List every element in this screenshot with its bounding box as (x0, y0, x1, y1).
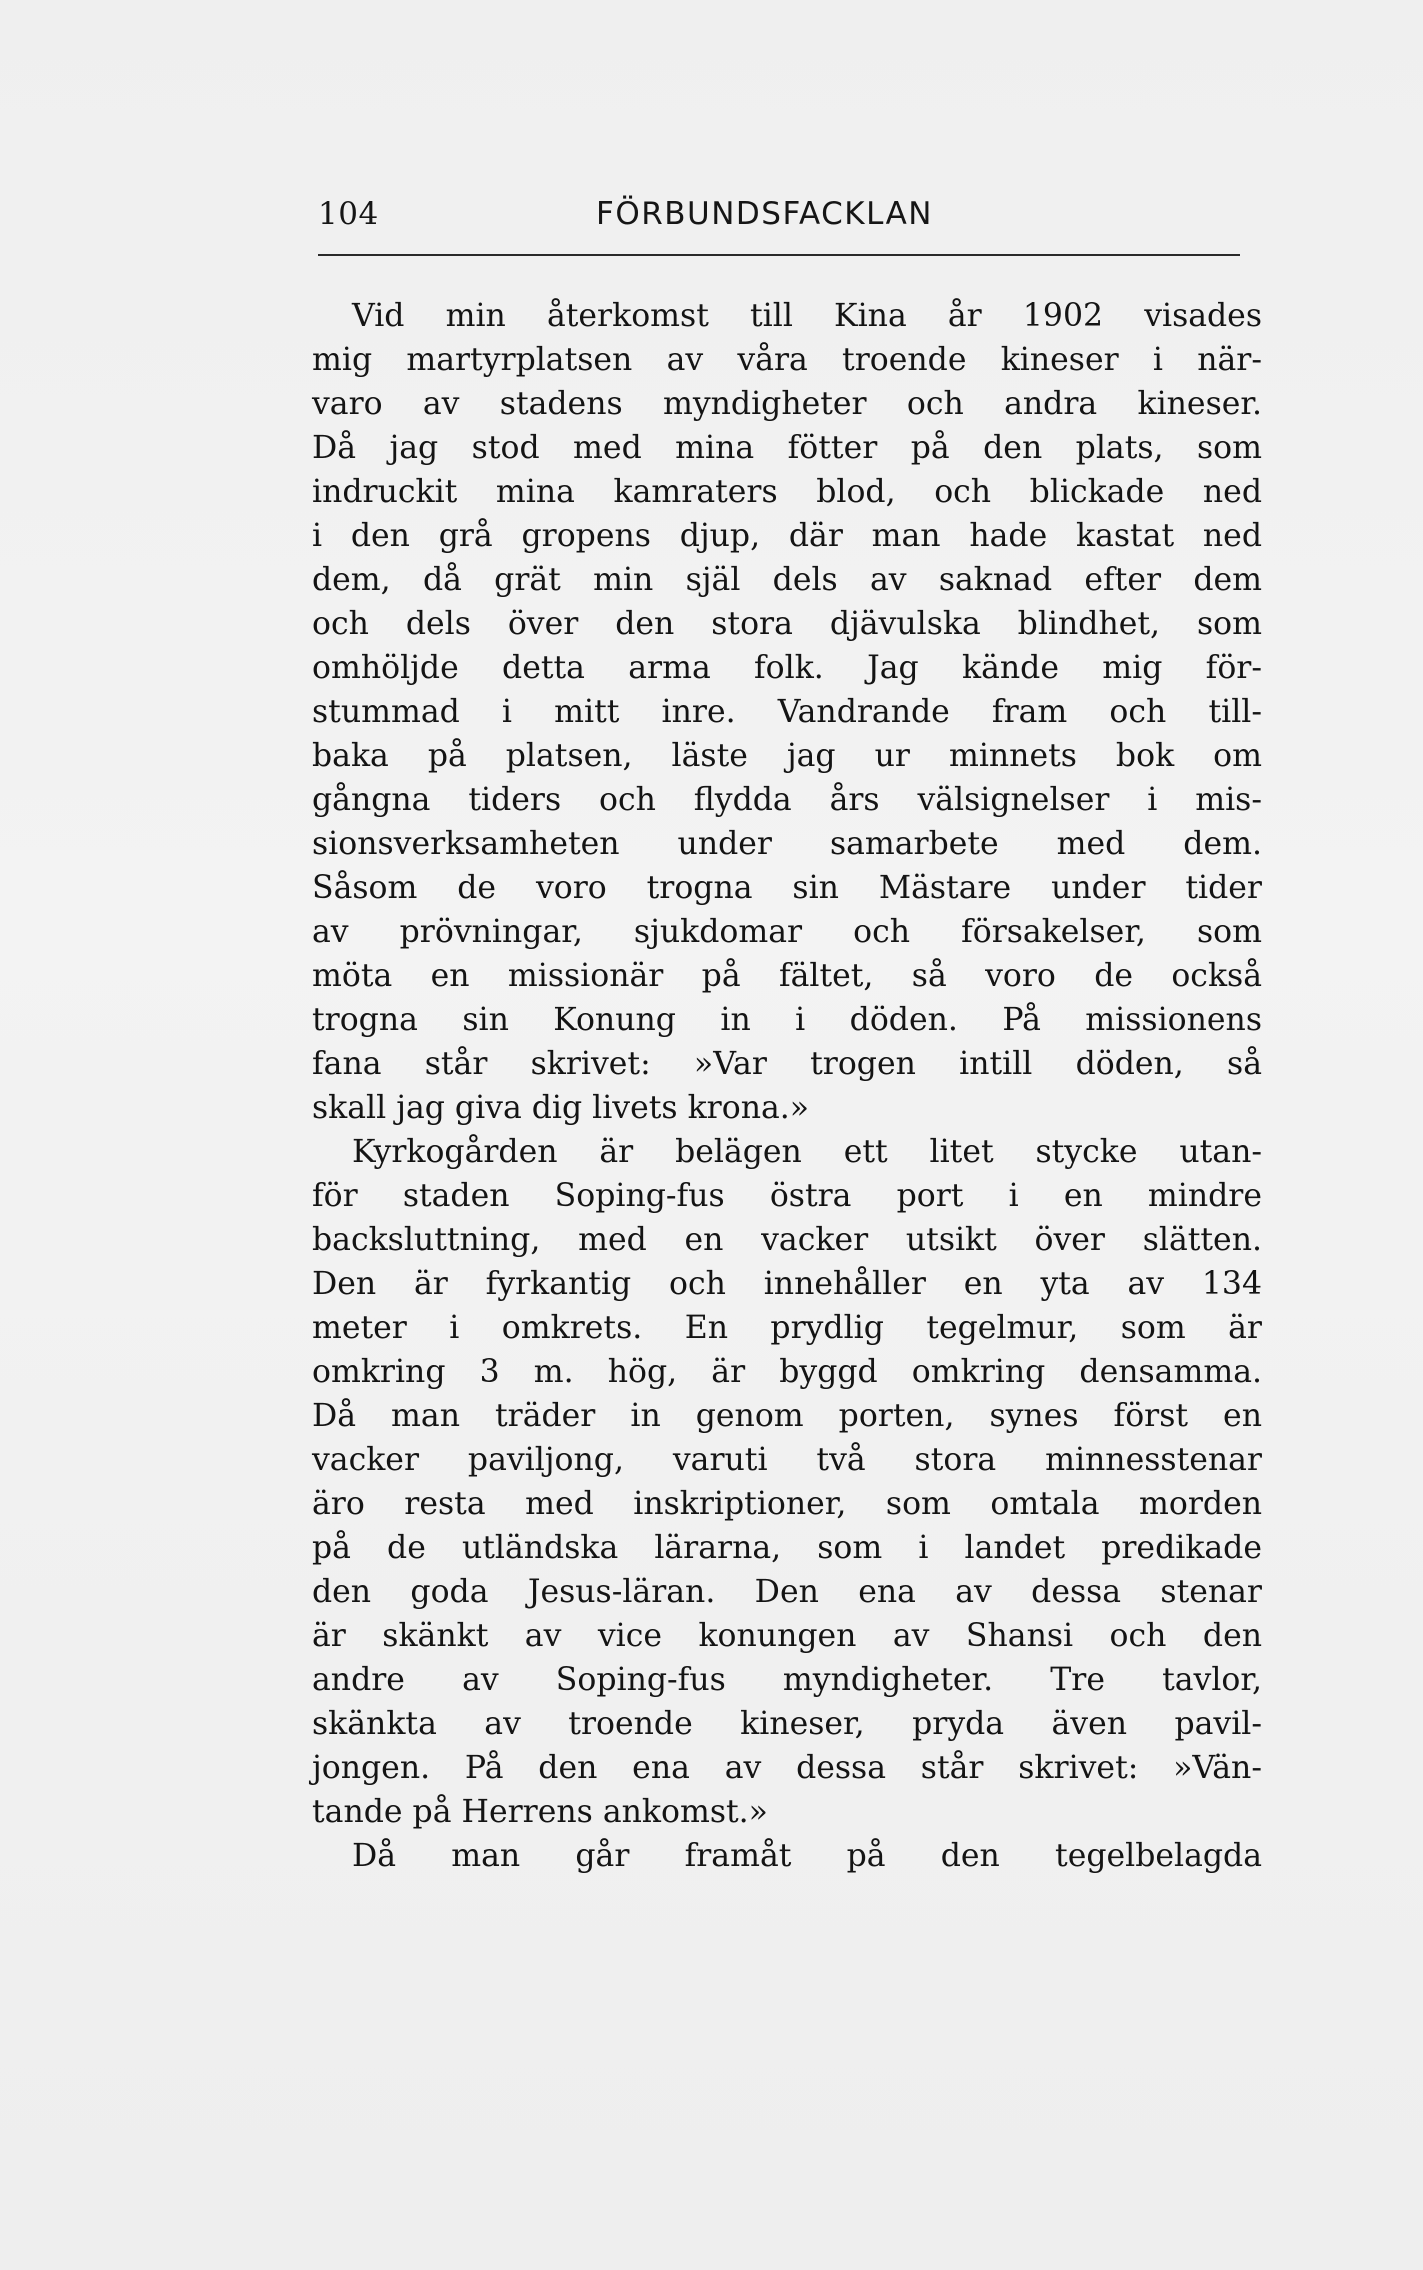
text-line: Vid min återkomst till Kina år 1902 visades (352, 298, 1262, 334)
text-line: omhöljde detta arma folk. Jag kände mig för- (312, 650, 1262, 686)
text-line: trogna sin Konung in i döden. På missionens (312, 1002, 1262, 1038)
text-line: Den är fyrkantig och innehåller en yta av 134 (312, 1266, 1262, 1302)
text-line: är skänkt av vice konungen av Shansi och den (312, 1618, 1262, 1654)
text-line: äro resta med inskriptioner, som omtala morden (312, 1486, 1262, 1522)
text-line: för staden Soping-fus östra port i en mindre (312, 1178, 1262, 1214)
text-line: baka på platsen, läste jag ur minnets bok om (312, 738, 1262, 774)
text-line: skänkta av troende kineser, pryda även pavil- (312, 1706, 1262, 1742)
text-line: i den grå gropens djup, där man hade kastat ned (312, 518, 1262, 554)
text-line: indruckit mina kamraters blod, och blickade ned (312, 474, 1262, 510)
text-line: sionsverksamheten under samarbete med dem. (312, 826, 1262, 862)
page-number: 104 (318, 196, 379, 232)
text-line: meter i omkrets. En prydlig tegelmur, som är (312, 1310, 1262, 1346)
text-line: stummad i mitt inre. Vandrande fram och till- (312, 694, 1262, 730)
text-line: backsluttning, med en vacker utsikt över slätten. (312, 1222, 1262, 1258)
text-line: av prövningar, sjukdomar och försakelser, som (312, 914, 1262, 950)
text-line: på de utländska lärarna, som i landet predikade (312, 1530, 1262, 1566)
text-line: jongen. På den ena av dessa står skrivet: »Vän- (312, 1750, 1262, 1786)
text-line: varo av stadens myndigheter och andra kineser. (312, 386, 1262, 422)
text-line: Såsom de voro trogna sin Mästare under tider (312, 870, 1262, 906)
text-line: skall jag giva dig livets krona.» (312, 1090, 810, 1126)
body-text (312, 294, 1262, 1878)
text-line: dem, då grät min själ dels av saknad efter dem (312, 562, 1262, 598)
text-line: tande på Herrens ankomst.» (312, 1794, 768, 1830)
text-line: gångna tiders och flydda års välsignelser i mis- (312, 782, 1262, 818)
page-header (318, 196, 1248, 244)
running-title: FÖRBUNDSFACKLAN (596, 196, 933, 232)
text-line: fana står skrivet: »Var trogen intill döden, så (312, 1046, 1262, 1082)
text-line: Kyrkogården är belägen ett litet stycke utan- (352, 1134, 1262, 1170)
text-line: och dels över den stora djävulska blindhet, som (312, 606, 1262, 642)
text-line: andre av Soping-fus myndigheter. Tre tavlor, (312, 1662, 1262, 1698)
text-line: omkring 3 m. hög, är byggd omkring densamma. (312, 1354, 1262, 1390)
text-line: den goda Jesus-läran. Den ena av dessa stenar (312, 1574, 1262, 1610)
text-line: möta en missionär på fältet, så voro de också (312, 958, 1262, 994)
text-line: Då man går framåt på den tegelbelagda (352, 1838, 1262, 1874)
text-line: vacker paviljong, varuti två stora minnesstenar (312, 1442, 1262, 1478)
text-line: Då jag stod med mina fötter på den plats, som (312, 430, 1262, 466)
text-line: Då man träder in genom porten, synes först en (312, 1398, 1262, 1434)
header-rule (318, 254, 1240, 256)
text-line: mig martyrplatsen av våra troende kineser i när- (312, 342, 1262, 378)
